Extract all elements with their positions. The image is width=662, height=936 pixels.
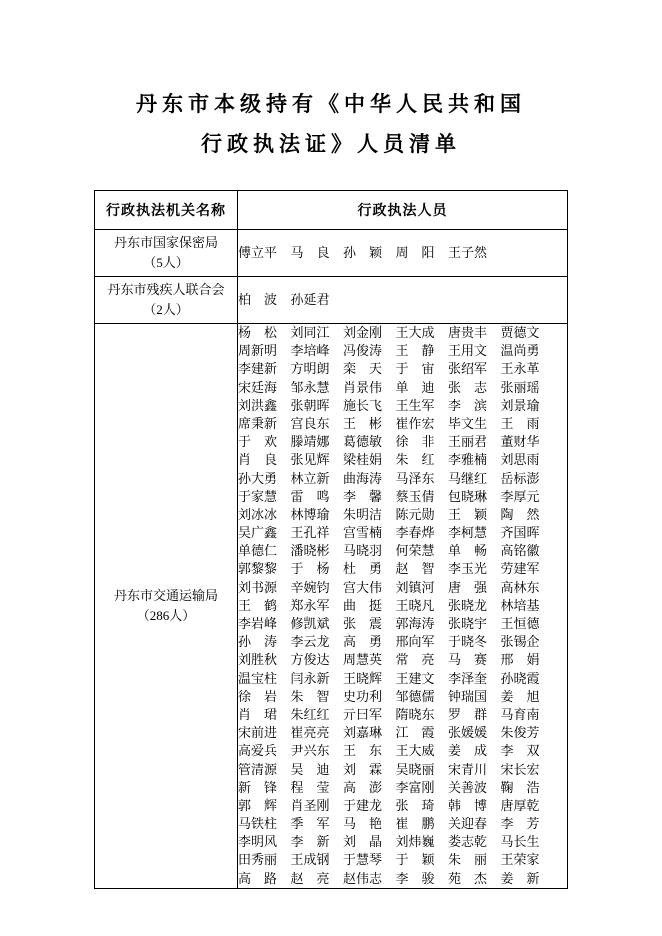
person-name: 孙延君 [290, 291, 330, 307]
person-name: 杜 勇 [343, 561, 383, 577]
agency-name-cell [95, 324, 238, 889]
person-name: 闫永新 [290, 670, 330, 686]
person-name: 孙 颖 [343, 244, 383, 260]
person-name: 王 静 [395, 343, 435, 359]
person-name: 刘胜秋 [238, 652, 278, 668]
person-name: 季 军 [290, 816, 330, 832]
person-name: 周新明 [238, 343, 278, 359]
person-name: 孙 涛 [238, 634, 278, 650]
person-name: 高 路 [238, 870, 278, 886]
person-name: 王 鹤 [238, 597, 278, 613]
person-name: 于慧琴 [343, 852, 383, 868]
person-name: 邢向军 [395, 634, 435, 650]
person-name: 马泽东 [395, 470, 435, 486]
person-name: 单 迪 [395, 379, 435, 395]
person-name: 刘金刚 [343, 325, 383, 340]
person-name: 王大威 [395, 743, 435, 759]
person-name: 马 艳 [343, 816, 383, 832]
person-name: 于 杨 [290, 561, 330, 577]
name-row [238, 360, 567, 378]
person-name: 宋青川 [448, 761, 488, 777]
table-row [95, 324, 568, 889]
person-name: 朱 智 [290, 688, 330, 704]
person-name: 何荣慧 [395, 543, 435, 559]
title-line-1: 丹东市本级持有《中华人民共和国 [136, 92, 526, 116]
person-name: 高 澎 [343, 779, 383, 795]
person-name: 李明风 [238, 834, 278, 850]
person-name: 管清源 [238, 761, 278, 777]
person-name: 唐贵丰 [448, 325, 488, 340]
person-name: 李 骏 [395, 870, 435, 886]
person-name: 韩 博 [448, 797, 488, 813]
person-name: 肖圣刚 [290, 797, 330, 813]
person-name: 李 馨 [343, 488, 383, 504]
person-name: 郑永军 [290, 597, 330, 613]
person-name: 张见辉 [290, 452, 330, 468]
person-name: 王子然 [448, 244, 488, 260]
agency-name-cell [95, 230, 238, 277]
person-name: 温尚勇 [500, 343, 540, 359]
person-name: 陈元勋 [395, 506, 435, 522]
name-row [238, 779, 567, 797]
person-name: 张 志 [448, 379, 488, 395]
person-name: 单德仁 [238, 543, 278, 559]
person-name: 赵 智 [395, 561, 435, 577]
person-name: 李春烨 [395, 525, 435, 541]
person-name: 姜 新 [500, 870, 540, 886]
person-name: 席秉新 [238, 415, 278, 431]
person-name: 方俊达 [290, 652, 330, 668]
name-row [238, 761, 567, 779]
person-name: 潘晓彬 [290, 543, 330, 559]
person-name: 于 颖 [395, 852, 435, 868]
person-name: 肖 珺 [238, 706, 278, 722]
person-name: 于建龙 [343, 797, 383, 813]
personnel-names-cell [238, 230, 568, 277]
person-name: 朱 红 [395, 452, 435, 468]
name-row [238, 397, 567, 415]
name-row [238, 797, 567, 815]
name-row [238, 870, 567, 888]
person-name: 张媛媛 [448, 725, 488, 741]
person-name: 关善波 [448, 779, 488, 795]
person-name: 李 新 [290, 834, 330, 850]
name-row [238, 506, 567, 524]
person-name: 曲 挺 [343, 597, 383, 613]
person-name: 吴广鑫 [238, 525, 278, 541]
person-name: 于 宙 [395, 361, 435, 377]
person-name: 李柯慧 [448, 525, 488, 541]
person-name: 陶 然 [500, 506, 540, 522]
person-name: 马育南 [500, 706, 540, 722]
person-name: 肖景伟 [343, 379, 383, 395]
person-name: 方明朗 [290, 361, 330, 377]
name-row [238, 560, 567, 578]
person-name: 栾 天 [343, 361, 383, 377]
person-name: 王晓辉 [343, 670, 383, 686]
person-name: 岳标澎 [500, 470, 540, 486]
person-name: 程 莹 [290, 779, 330, 795]
person-name: 孙晓霞 [500, 670, 540, 686]
name-row [238, 815, 567, 833]
person-name: 王 东 [343, 743, 383, 759]
person-name: 李泽奎 [448, 670, 488, 686]
table-row [95, 230, 568, 277]
person-name: 王大成 [395, 325, 435, 340]
agency-person-count: （5人） [143, 255, 189, 270]
person-name: 马 赛 [448, 652, 488, 668]
person-name: 李培峰 [290, 343, 330, 359]
person-name: 李 滨 [448, 397, 488, 413]
person-name: 张绍军 [448, 361, 488, 377]
person-name: 吴 迪 [290, 761, 330, 777]
person-name: 马 良 [290, 244, 330, 260]
person-name: 刘书源 [238, 579, 278, 595]
agency-name: 丹东市残疾人联合会 [107, 282, 225, 297]
person-name: 刘思雨 [500, 452, 540, 468]
person-name: 单 畅 [448, 543, 488, 559]
person-name: 张锡企 [500, 634, 540, 650]
person-name: 刘炜巍 [395, 834, 435, 850]
person-name: 关迎春 [448, 816, 488, 832]
person-name: 王荣家 [500, 852, 540, 868]
person-name: 娄志乾 [448, 834, 488, 850]
person-name: 王 雨 [500, 415, 540, 431]
person-name: 施长飞 [343, 397, 383, 413]
person-name: 周 阳 [395, 244, 435, 260]
person-name: 董财华 [500, 434, 540, 450]
person-name: 柏 波 [238, 291, 278, 307]
person-name: 唐厚乾 [500, 797, 540, 813]
person-name: 邹德儒 [395, 688, 435, 704]
name-row [238, 633, 567, 651]
person-name: 朱 丽 [448, 852, 488, 868]
person-name: 刘镇河 [395, 579, 435, 595]
person-name: 温宝柱 [238, 670, 278, 686]
agency-person-count: （2人） [143, 302, 189, 317]
person-name: 肖 良 [238, 452, 278, 468]
person-name: 刘嘉琳 [343, 725, 383, 741]
person-name: 刘 晶 [343, 834, 383, 850]
person-name: 王永革 [500, 361, 540, 377]
person-name: 刘 霖 [343, 761, 383, 777]
name-row [238, 833, 567, 851]
name-row [238, 433, 567, 451]
person-name: 于 欢 [238, 434, 278, 450]
person-name: 邢 娟 [500, 652, 540, 668]
person-name: 宫大伟 [343, 579, 383, 595]
person-name: 钟瑞国 [448, 688, 488, 704]
person-name: 姜 旭 [500, 688, 540, 704]
person-name: 朱红红 [290, 706, 330, 722]
person-name: 李岩峰 [238, 616, 278, 631]
agency-name-cell [95, 277, 238, 324]
agency-person-count: （286人） [136, 607, 196, 623]
person-name: 隋晓东 [395, 706, 435, 722]
person-name: 苑 杰 [448, 870, 488, 886]
person-name: 蔡玉倩 [395, 488, 435, 504]
person-name: 高爱兵 [238, 743, 278, 759]
name-row [238, 597, 567, 615]
person-name: 于晓冬 [448, 634, 488, 650]
name-row [238, 415, 567, 433]
person-name: 李厚元 [500, 488, 540, 504]
person-name: 于家慧 [238, 488, 278, 504]
name-row [238, 742, 567, 760]
person-name: 赵 亮 [290, 870, 330, 886]
name-row [238, 579, 567, 597]
person-name: 李富刚 [395, 779, 435, 795]
document-title [0, 84, 662, 164]
person-name: 崔作宏 [395, 415, 435, 431]
agency-name: 丹东市交通运输局 [113, 587, 218, 603]
person-name: 马长生 [500, 834, 540, 850]
person-name: 周慧英 [343, 652, 383, 668]
person-name: 李云龙 [290, 634, 330, 650]
person-name: 刘同江 [290, 325, 330, 340]
person-name: 修凯斌 [290, 616, 330, 631]
person-name: 傅立平 [238, 244, 278, 260]
person-name: 江 霞 [395, 725, 435, 741]
personnel-names-cell [238, 277, 568, 324]
person-name: 亓曰军 [343, 706, 383, 722]
person-name: 徐 非 [395, 434, 435, 450]
name-row [238, 706, 567, 724]
person-name: 吴晓丽 [395, 761, 435, 777]
person-name: 林博瑜 [290, 506, 330, 522]
person-name: 王晓凡 [395, 597, 435, 613]
person-name: 王建文 [395, 670, 435, 686]
person-name: 滕靖娜 [290, 434, 330, 450]
person-name: 杨 松 [238, 325, 278, 340]
person-name: 辛婉钧 [290, 579, 330, 595]
person-name: 常 亮 [395, 652, 435, 668]
person-name: 王 颖 [448, 506, 488, 522]
person-name: 雷 鸣 [290, 488, 330, 504]
person-name: 包晓琳 [448, 488, 488, 504]
person-name: 徐 岩 [238, 688, 278, 704]
person-name: 高林东 [500, 579, 540, 595]
person-name: 崔 鹏 [395, 816, 435, 832]
person-name: 马铁柱 [238, 816, 278, 832]
person-name: 邹永慧 [290, 379, 330, 395]
column-header-agency: 行政执法机关名称 [95, 191, 238, 230]
person-name: 劳建军 [500, 561, 540, 577]
person-name: 王用文 [448, 343, 488, 359]
person-name: 马晓羽 [343, 543, 383, 559]
person-name: 王孔祥 [290, 525, 330, 541]
person-name: 毕文生 [448, 415, 488, 431]
person-name: 刘洪鑫 [238, 397, 278, 413]
person-name: 唐 强 [448, 579, 488, 595]
person-name: 朱俊芳 [500, 725, 540, 741]
person-name: 马继红 [448, 470, 488, 486]
name-row [238, 851, 567, 869]
person-name: 宋长宏 [500, 761, 540, 777]
table-body [95, 230, 568, 889]
person-name: 刘冰冰 [238, 506, 278, 522]
person-name: 田秀丽 [238, 852, 278, 868]
name-row [238, 651, 567, 669]
name-row [238, 488, 567, 506]
person-name: 张晓龙 [448, 597, 488, 613]
person-name: 张朝晖 [290, 397, 330, 413]
name-row [238, 244, 567, 262]
person-name: 王恒德 [500, 616, 540, 631]
name-row [238, 670, 567, 688]
person-name: 宫雪楠 [343, 525, 383, 541]
person-name: 李雅楠 [448, 452, 488, 468]
name-row [238, 324, 567, 342]
person-name: 孙大勇 [238, 470, 278, 486]
person-name: 赵伟志 [343, 870, 383, 886]
person-name: 高 勇 [343, 634, 383, 650]
person-name: 曲海涛 [343, 470, 383, 486]
personnel-table [94, 190, 568, 889]
person-name: 张 琦 [395, 797, 435, 813]
name-row [238, 724, 567, 742]
name-row [238, 451, 567, 469]
person-name: 齐国晖 [500, 525, 540, 541]
table-header-row [95, 191, 568, 230]
person-name: 新 锋 [238, 779, 278, 795]
person-name: 张晓宇 [448, 616, 488, 631]
column-header-personnel: 行政执法人员 [238, 191, 568, 230]
person-name: 王丽君 [448, 434, 488, 450]
person-name: 梁桂娟 [343, 452, 383, 468]
person-name: 郭 辉 [238, 797, 278, 813]
name-row [238, 470, 567, 488]
person-name: 宋廷海 [238, 379, 278, 395]
person-name: 郭海涛 [395, 616, 435, 631]
name-row [238, 688, 567, 706]
person-name: 张 震 [343, 616, 383, 631]
person-name: 王 彬 [343, 415, 383, 431]
person-name: 罗 群 [448, 706, 488, 722]
person-name: 王成钢 [290, 852, 330, 868]
person-name: 李建新 [238, 361, 278, 377]
person-name: 尹兴东 [290, 743, 330, 759]
name-row [238, 615, 567, 633]
person-name: 宋前进 [238, 725, 278, 741]
person-name: 姜 成 [448, 743, 488, 759]
name-row [238, 524, 567, 542]
person-name: 李 双 [500, 743, 540, 759]
person-name: 林立新 [290, 470, 330, 486]
name-row [238, 342, 567, 360]
person-name: 刘景瑜 [500, 397, 540, 413]
person-name: 贾德文 [500, 325, 540, 340]
person-name: 崔亮亮 [290, 725, 330, 741]
person-name: 冯俊涛 [343, 343, 383, 359]
person-name: 史功利 [343, 688, 383, 704]
name-row [238, 542, 567, 560]
name-row [238, 379, 567, 397]
person-name: 林培基 [500, 597, 540, 613]
person-name: 宫良东 [290, 415, 330, 431]
person-name: 鞠 浩 [500, 779, 540, 795]
person-name: 葛德敏 [343, 434, 383, 450]
title-line-2: 行政执法证》人员清单 [201, 132, 461, 156]
person-name: 郭黎黎 [238, 561, 278, 577]
person-name: 张丽瑶 [500, 379, 540, 395]
person-name: 李 芳 [500, 816, 540, 832]
person-name: 朱明洁 [343, 506, 383, 522]
person-name: 李玉光 [448, 561, 488, 577]
agency-name: 丹东市国家保密局 [113, 235, 218, 250]
person-name: 王生军 [395, 397, 435, 413]
person-name: 高铭徽 [500, 543, 540, 559]
name-row [238, 291, 567, 309]
table-row [95, 277, 568, 324]
personnel-names-cell [238, 324, 568, 889]
